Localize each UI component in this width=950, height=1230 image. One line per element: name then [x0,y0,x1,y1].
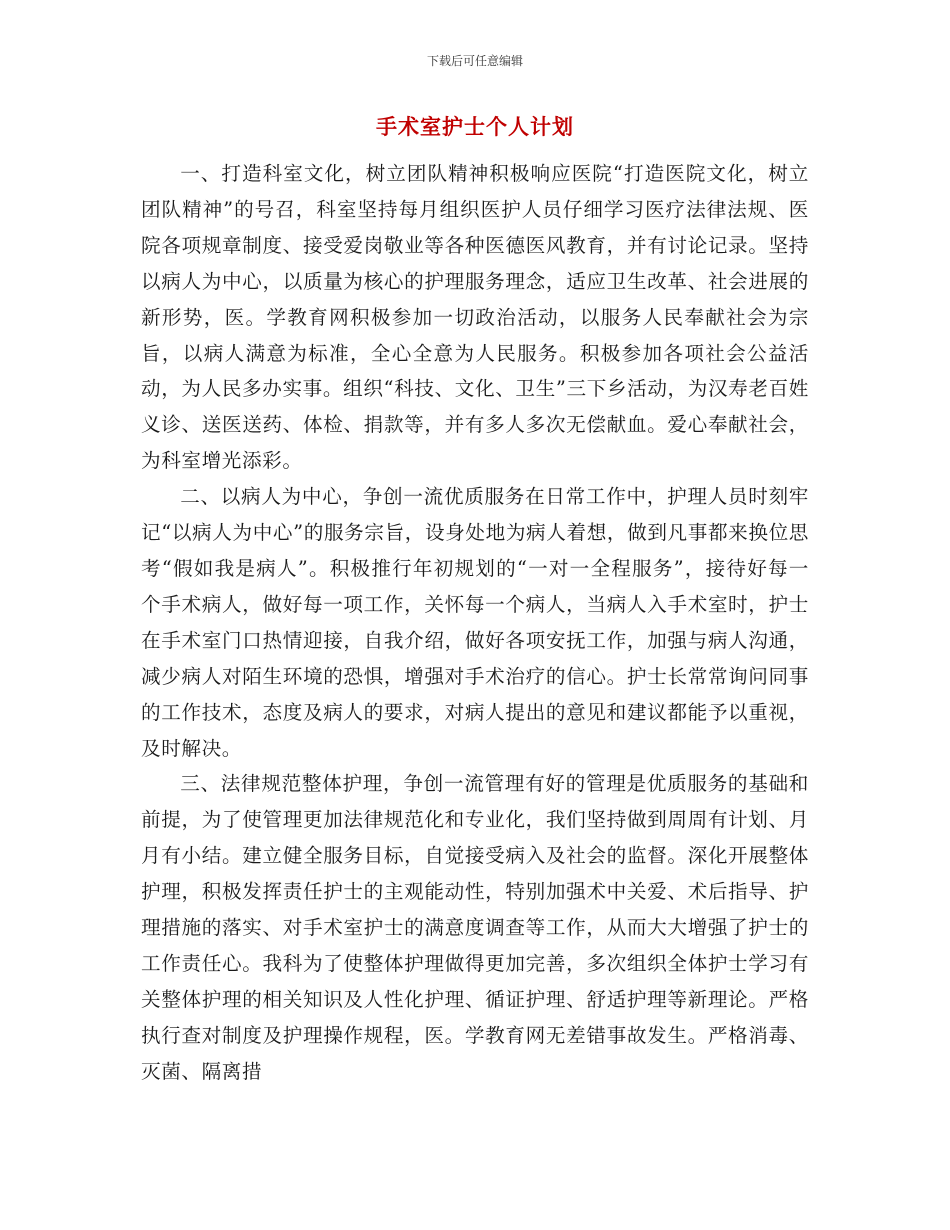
paragraph-3: 三、法律规范整体护理，争创一流管理有好的管理是优质服务的基础和前提，为了使管理更加法律规范化和专业化，我们坚持做到周周有计划、月月有小结。建立健全服务目标，自觉接受病入及社会的监督。深化开展整体护理，积极发挥责任护士的主观能动性，特别加强术中关爱、术后指导、护理措施的落实、对手术室护士的满意度调查等工作，从而大大增强了护士的工作责任心。我科为了使整体护理做得更加完善，多次组织全体护士学习有关整体护理的相关知识及人性化护理、循证护理、舒适护理等新理论。严格执行查对制度及护理操作规程，医。学教育网无差错事故发生。严格消毒、灭菌、隔离措 [141,772,809,1083]
header-note: 下载后可任意编辑 [426,54,523,68]
paragraph-2: 二、以病人为中心，争创一流优质服务在日常工作中，护理人员时刻牢记“以病人为中心”的服务宗旨，设身处地为病人着想，做到凡事都来换位思考“假如我是病人”。积极推行年初规划的“一对一全程服务”，接待好每一个手术病人，做好每一项工作，关怀每一个病人，当病人入手术室时，护士在手术室门口热情迎接，自我介绍，做好各项安抚工作，加强与病人沟通，减少病人对陌生环境的恐惧，增强对手术治疗的信心。护士长常常询问同事的工作技术，态度及病人的要求，对病人提出的意见和建议都能予以重视，及时解决。 [141,485,809,760]
paragraph-1: 一、打造科室文化，树立团队精神积极响应医院“打造医院文化，树立团队精神”的号召，科室坚持每月组织医护人员仔细学习医疗法律法规、医院各项规章制度、接受爱岗敬业等各种医德医风教育，并有讨论记录。坚持以病人为中心，以质量为核心的护理服务理念，适应卫生改革、社会进展的新形势，医。学教育网积极参加一切政治活动，以服务人民奉献社会为宗旨，以病人满意为标准，全心全意为人民服务。积极参加各项社会公益活动，为人民多办实事。组织“科技、文化、卫生”三下乡活动，为汉寿老百姓义诊、送医送药、体检、捐款等，并有多人多次无偿献血。爱心奉献社会，为科室增光添彩。 [141,162,809,473]
document-body [141,156,809,1090]
document-title: 手术室护士个人计划 [376,114,574,139]
